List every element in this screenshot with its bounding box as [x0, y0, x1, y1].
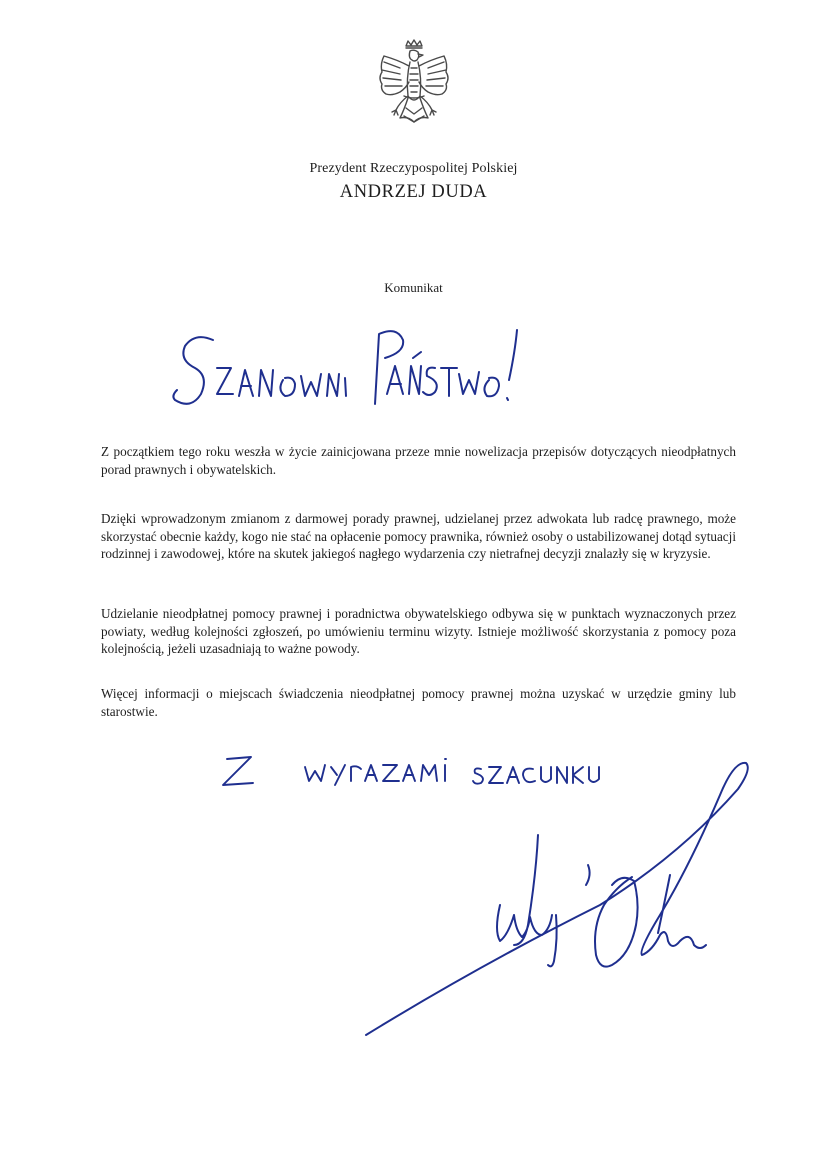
polish-white-eagle-emblem-icon [370, 38, 458, 138]
closing-text [0, 0, 1, 1]
paragraph-1: Z początkiem tego roku weszła w życie zainicjowana przeze mnie nowelizacja przepisów dotyczących nieodpłatnych porad prawnych i obywatelskich. [101, 444, 736, 477]
president-name: ANDRZEJ DUDA [339, 182, 488, 202]
signature-drawing [360, 755, 770, 1065]
greeting-text [0, 0, 1, 1]
paragraph-2: Dzięki wprowadzonym zmianom z darmowej porady prawnej, udzielanej przez adwokata lub radcę prawnego, może skorzystać obecnie każdy, kogo nie stać na opłacenie pomocy prawnika, również osoby o ustabilizowanej dotąd sytuacji rodzinnej i zawodowej, które na skutek jakiegoś nagłego wydarzenia czy nietrafnej decyzji znalazły się w kryzysie. [101, 511, 736, 562]
greeting-handwriting-drawing [165, 318, 525, 428]
signature-text [0, 0, 1, 1]
document-type-label: Komunikat [384, 280, 443, 295]
office-title: Prezydent Rzeczypospolitej Polskiej [309, 161, 518, 176]
paragraph-3: Udzielanie nieodpłatnej pomocy prawnej i poradnictwa obywatelskiego odbywa się w punktach wyznaczonych przez powiaty, według kolejności zgłoszeń, po umówieniu terminu wizyty. Istnieje możliwość skorzystania z pomocy poza kolejnością, jeżeli uzasadniają to ważne powody. [101, 606, 736, 657]
paragraph-4: Więcej informacji o miejscach świadczenia nieodpłatnej pomocy prawnej można uzyskać w urzędzie gminy lub starostwie. [101, 686, 736, 719]
